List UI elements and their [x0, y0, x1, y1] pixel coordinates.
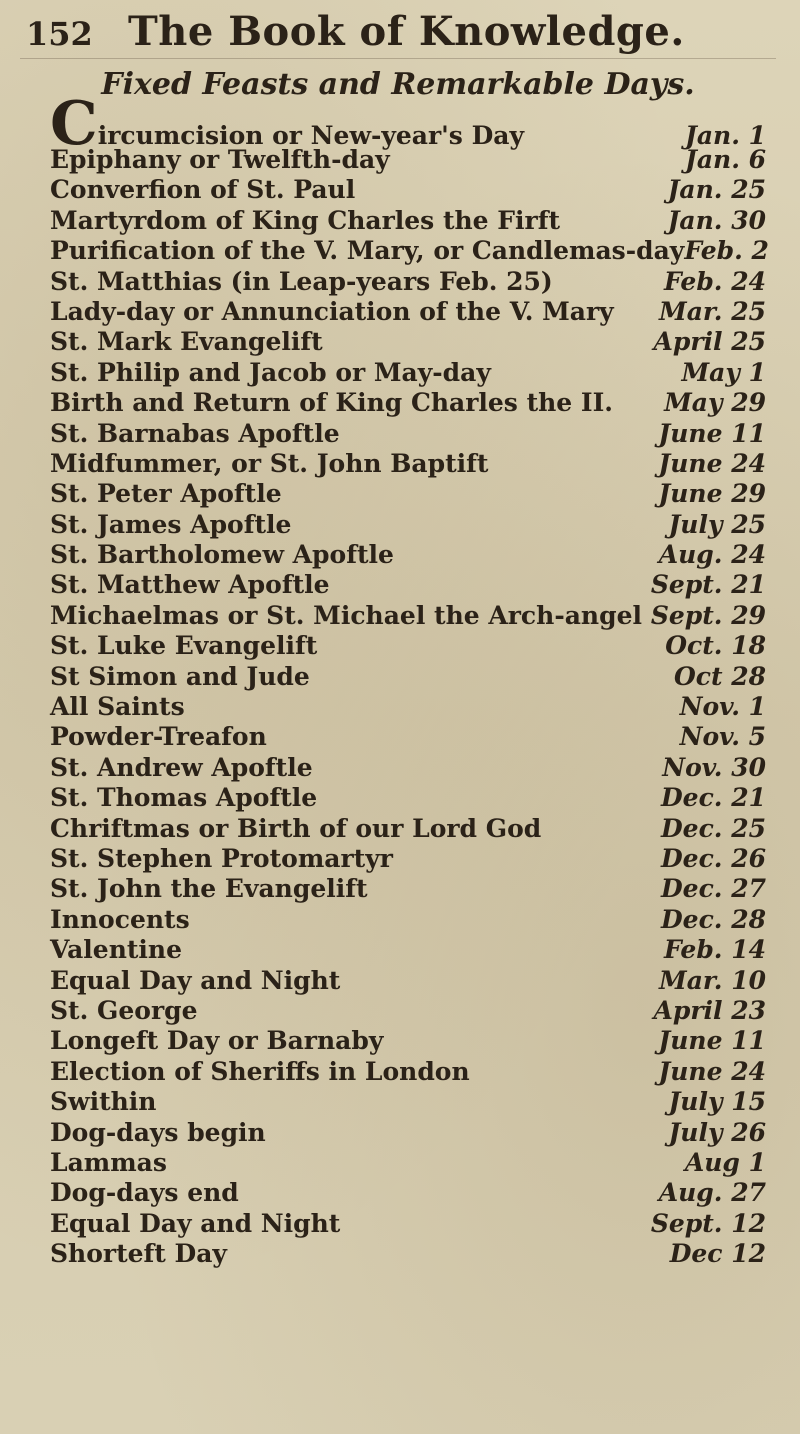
feast-name: Lammas — [50, 1147, 167, 1177]
feast-date: Dec. 21 — [660, 783, 766, 813]
feast-date: May 1 — [681, 357, 766, 387]
feast-row — [20, 479, 776, 509]
feast-name: Equal Day and Night — [50, 1208, 341, 1238]
feast-row — [20, 267, 776, 297]
feast-date: Sept. 12 — [650, 1208, 766, 1238]
feast-name: St. Bartholomew Apoftle — [50, 540, 394, 570]
feast-name: St. Thomas Apoftle — [50, 783, 318, 813]
feast-row — [20, 1057, 776, 1087]
feast-date: Jan. 6 — [684, 145, 766, 174]
feast-name: St. Mark Evangelift — [50, 327, 323, 357]
feast-row — [20, 631, 776, 661]
feast-date: Sept. 29 — [650, 600, 766, 630]
feast-row — [20, 1209, 776, 1239]
feast-row — [20, 570, 776, 600]
feast-name: St. John the Evangelift — [50, 874, 368, 904]
feast-row — [20, 662, 776, 692]
feast-row — [20, 966, 776, 996]
feast-row — [20, 844, 776, 874]
feast-row — [20, 874, 776, 904]
feast-row — [20, 297, 776, 327]
feast-date: Oct 28 — [673, 661, 766, 691]
feast-date: Jan. 25 — [667, 175, 766, 205]
feast-date: May 29 — [664, 388, 766, 418]
feast-row — [20, 358, 776, 388]
feast-date: April 25 — [653, 327, 766, 357]
feast-name: St. Luke Evangelift — [50, 631, 318, 661]
feast-name: St. James Apoftle — [50, 509, 292, 539]
feast-date: Feb. 14 — [664, 935, 766, 965]
feast-name: Shorteft Day — [50, 1239, 227, 1269]
feast-row — [20, 814, 776, 844]
feast-row — [20, 449, 776, 479]
feast-date: June 11 — [658, 1026, 766, 1056]
feast-name: St. George — [50, 995, 198, 1025]
feast-name: St. Barnabas Apoftle — [50, 418, 340, 448]
feast-row — [20, 89, 776, 159]
feast-name: All Saints — [50, 692, 185, 722]
feast-name: Chriftmas or Birth of our Lord God — [50, 813, 542, 843]
feast-name: Michaelmas or St. Michael the Arch-angel — [50, 600, 642, 630]
feast-row — [20, 996, 776, 1026]
feast-row — [20, 1087, 776, 1117]
feast-date: Dec. 27 — [660, 874, 766, 904]
feast-name: Innocents — [50, 904, 190, 934]
feast-date: Feb. 2 — [684, 236, 769, 266]
feast-date: Sept. 21 — [650, 570, 766, 600]
feast-row — [20, 1148, 776, 1178]
feast-row — [20, 601, 776, 631]
feast-row — [20, 236, 776, 266]
feast-row — [20, 783, 776, 813]
feast-date: Nov. 1 — [679, 692, 766, 722]
feast-date: Jan. 30 — [667, 205, 766, 235]
feast-list — [20, 89, 776, 1269]
feast-name: St. Philip and Jacob or May-day — [50, 357, 491, 387]
page-number: 152 — [26, 15, 93, 53]
feast-name: Martyrdom of King Charles the Firft — [50, 205, 560, 235]
feast-name: Swithin — [50, 1087, 157, 1117]
feast-date: Nov. 30 — [662, 752, 766, 782]
feast-name: Longeft Day or Barnaby — [50, 1026, 384, 1056]
section-title: Fixed Feasts and Remarkable Days. — [101, 67, 695, 102]
feast-date: Dec. 25 — [660, 813, 766, 843]
feast-date: Oct. 18 — [665, 631, 766, 661]
feast-date: Jan. 1 — [684, 121, 766, 150]
feast-row — [20, 327, 776, 357]
feast-name: St. Matthias (in Leap-years Feb. 25) — [50, 266, 553, 296]
feast-date: June 11 — [658, 418, 766, 448]
feast-date: Dec. 28 — [660, 904, 766, 934]
feast-name: Circumcision or New-year's Day — [50, 89, 524, 159]
feast-name: Dog-days begin — [50, 1117, 266, 1147]
feast-name: Equal Day and Night — [50, 965, 341, 995]
feast-date: June 24 — [658, 1056, 766, 1086]
feast-row — [20, 206, 776, 236]
feast-row — [20, 905, 776, 935]
feast-row — [20, 1118, 776, 1148]
feast-date: Aug. 27 — [658, 1178, 766, 1208]
feast-date: Dec. 26 — [660, 843, 766, 873]
feast-row — [20, 1026, 776, 1056]
feast-name: St. Peter Apoftle — [50, 479, 282, 509]
feast-date: June 24 — [658, 448, 766, 478]
feast-date: Mar. 10 — [659, 965, 766, 995]
feast-row — [20, 753, 776, 783]
feast-date: Dec 12 — [669, 1239, 766, 1269]
feast-name: Election of Sheriffs in London — [50, 1056, 470, 1086]
feast-date: April 23 — [653, 995, 766, 1025]
feast-date: Feb. 24 — [664, 266, 766, 296]
feast-date: Aug. 24 — [658, 540, 766, 570]
feast-row — [20, 388, 776, 418]
running-head: The Book of Knowledge. — [128, 8, 685, 55]
feast-name: Powder-Treafon — [50, 722, 267, 752]
feast-date: July 26 — [668, 1117, 766, 1147]
page-header — [20, 8, 776, 59]
feast-name: Lady-day or Annunciation of the V. Mary — [50, 296, 614, 326]
feast-name: Dog-days end — [50, 1178, 239, 1208]
feast-row — [20, 540, 776, 570]
feast-row — [20, 722, 776, 752]
feast-name: Midfummer, or St. John Baptift — [50, 448, 489, 478]
feast-date: Nov. 5 — [679, 722, 766, 752]
feast-row — [20, 692, 776, 722]
feast-date: June 29 — [658, 479, 766, 509]
feast-name: Epiphany or Twelfth-day — [50, 145, 390, 174]
feast-name: Valentine — [50, 935, 183, 965]
feast-row — [20, 1239, 776, 1269]
feast-name: Birth and Return of King Charles the II. — [50, 388, 614, 418]
feast-date: July 15 — [668, 1087, 766, 1117]
feast-row — [20, 175, 776, 205]
feast-name: Purification of the V. Mary, or Candlemas-day — [50, 236, 685, 266]
feast-name: St. Stephen Protomartyr — [50, 843, 393, 873]
feast-name: Converfion of St. Paul — [50, 175, 356, 205]
feast-date: Mar. 25 — [659, 296, 766, 326]
feast-row — [20, 510, 776, 540]
feast-name: St. Matthew Apoftle — [50, 570, 330, 600]
feast-date: July 25 — [668, 509, 766, 539]
feast-row — [20, 419, 776, 449]
feast-row — [20, 1178, 776, 1208]
feast-name: St. Andrew Apoftle — [50, 752, 313, 782]
feast-name: St Simon and Jude — [50, 661, 310, 691]
feast-date: Aug 1 — [684, 1147, 766, 1177]
feast-row — [20, 935, 776, 965]
